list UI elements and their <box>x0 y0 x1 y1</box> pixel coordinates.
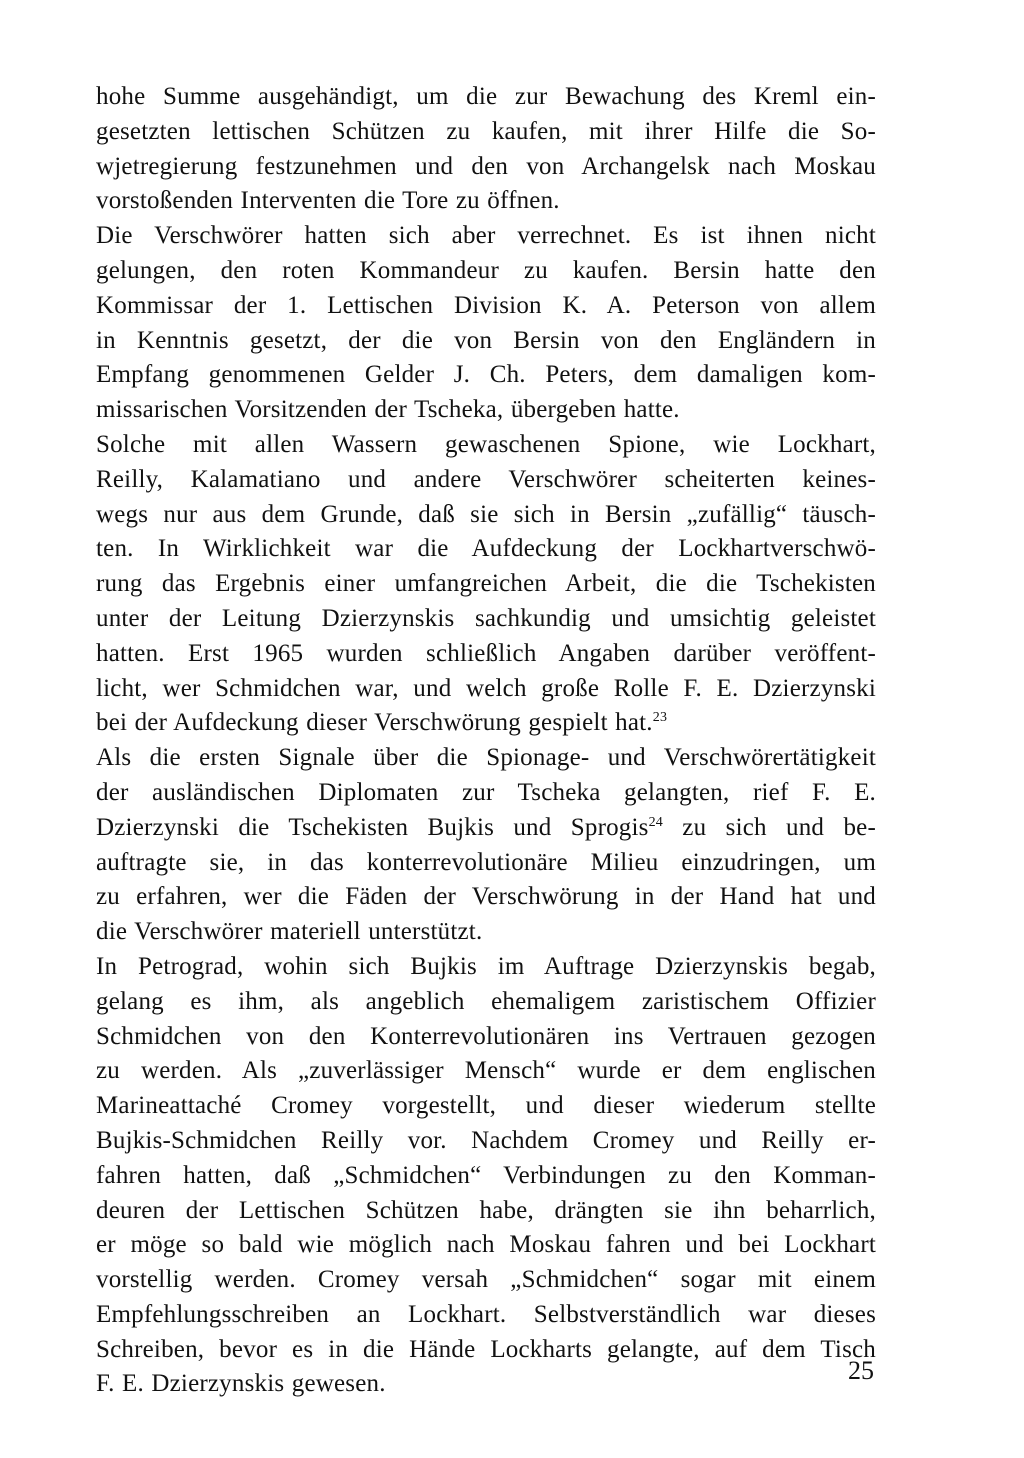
text-line: Als die ersten Signale über die Spionage- und Verschwörertätigkeit <box>96 744 876 772</box>
text-line: Bujkis-Schmidchen Reilly vor. Nachdem Cromey und Reilly er- <box>96 1126 876 1154</box>
text-line: Empfang genommenen Gelder J. Ch. Peters, dem damaligen kom- <box>96 361 876 389</box>
text-line: F. E. Dzierzynskis gewesen. <box>96 1370 386 1398</box>
text-line-content: bei der Aufdeckung dieser Verschwörung gespielt hat. <box>96 709 653 737</box>
text-line: die Verschwörer materiell unterstützt. <box>96 918 483 946</box>
text-line-tail: zu sich und be- <box>662 813 876 841</box>
text-line: Reilly, Kalamatiano und andere Verschwörer scheiterten keines- <box>96 465 876 493</box>
footnote-ref: 23 <box>652 710 668 726</box>
footnote-ref: 24 <box>648 814 663 830</box>
text-line: In Petrograd, wohin sich Bujkis im Auftrage Dzierzynskis begab, <box>96 952 876 980</box>
text-line: Schreiben, bevor es in die Hände Lockharts gelangte, auf dem Tisch <box>96 1335 876 1363</box>
text-line: wegs nur aus dem Grunde, daß sie sich in Bersin „zufällig“ täusch- <box>96 500 876 528</box>
text-line: Schmidchen von den Konterrevolutionären ins Vertrauen gezogen <box>96 1022 876 1050</box>
text-line: vorstoßenden Interventen die Tore zu öffnen. <box>96 187 560 215</box>
text-line: der ausländischen Diplomaten zur Tscheka gelangten, rief F. E. <box>96 778 876 806</box>
text-line: auftragte sie, in das konterrevolutionäre Milieu einzudringen, um <box>96 848 876 876</box>
text-line: Empfehlungsschreiben an Lockhart. Selbstverständlich war dieses <box>96 1300 876 1328</box>
text-line: ten. In Wirklichkeit war die Aufdeckung der Lockhartverschwö- <box>96 535 876 563</box>
text-line: wjetregierung festzunehmen und den von Archangelsk nach Moskau <box>96 152 876 180</box>
text-line: Die Verschwörer hatten sich aber verrechnet. Es ist ihnen nicht <box>96 222 876 250</box>
text-line: deuren der Lettischen Schützen habe, drängten sie ihn beharrlich, <box>96 1196 876 1224</box>
text-line: hatten. Erst 1965 wurden schließlich Angaben darüber veröffent- <box>96 639 876 667</box>
text-line: er möge so bald wie möglich nach Moskau fahren und bei Lockhart <box>96 1231 876 1259</box>
text-line <box>96 811 876 846</box>
text-line: Kommissar der 1. Lettischen Division K. A. Peterson von allem <box>96 291 876 319</box>
text-line: Solche mit allen Wassern gewaschenen Spione, wie Lockhart, <box>96 430 876 458</box>
page-body <box>96 80 876 1402</box>
text-line <box>96 706 876 741</box>
text-line: zu erfahren, wer die Fäden der Verschwörung in der Hand hat und <box>96 883 876 911</box>
text-line: missarischen Vorsitzenden der Tscheka, übergeben hatte. <box>96 396 680 424</box>
text-line: gesetzten lettischen Schützen zu kaufen, mit ihrer Hilfe die So- <box>96 117 876 145</box>
text-line-content: Dzierzynski die Tschekisten Bujkis und Sprogis <box>96 813 649 841</box>
text-line: in Kenntnis gesetzt, der die von Bersin von den Engländern in <box>96 326 876 354</box>
text-line: Marineattaché Cromey vorgestellt, und dieser wiederum stellte <box>96 1092 876 1120</box>
text-line: hohe Summe ausgehändigt, um die zur Bewachung des Kreml ein- <box>96 83 876 110</box>
text-line: rung das Ergebnis einer umfangreichen Arbeit, die die Tschekisten <box>96 570 876 598</box>
text-line: gelang es ihm, als angeblich ehemaligem zaristischem Offizier <box>96 987 876 1015</box>
page-number: 25 <box>848 1356 874 1385</box>
text-line: zu werden. Als „zuverlässiger Mensch“ wurde er dem englischen <box>96 1057 876 1085</box>
text-line: fahren hatten, daß „Schmidchen“ Verbindungen zu den Komman- <box>96 1161 876 1189</box>
text-line: gelungen, den roten Kommandeur zu kaufen. Bersin hatte den <box>96 256 876 284</box>
text-line: vorstellig werden. Cromey versah „Schmidchen“ sogar mit einem <box>96 1266 876 1294</box>
text-line: licht, wer Schmidchen war, und welch große Rolle F. E. Dzierzynski <box>96 674 876 702</box>
text-line: unter der Leitung Dzierzynskis sachkundig und umsichtig geleistet <box>96 604 876 632</box>
